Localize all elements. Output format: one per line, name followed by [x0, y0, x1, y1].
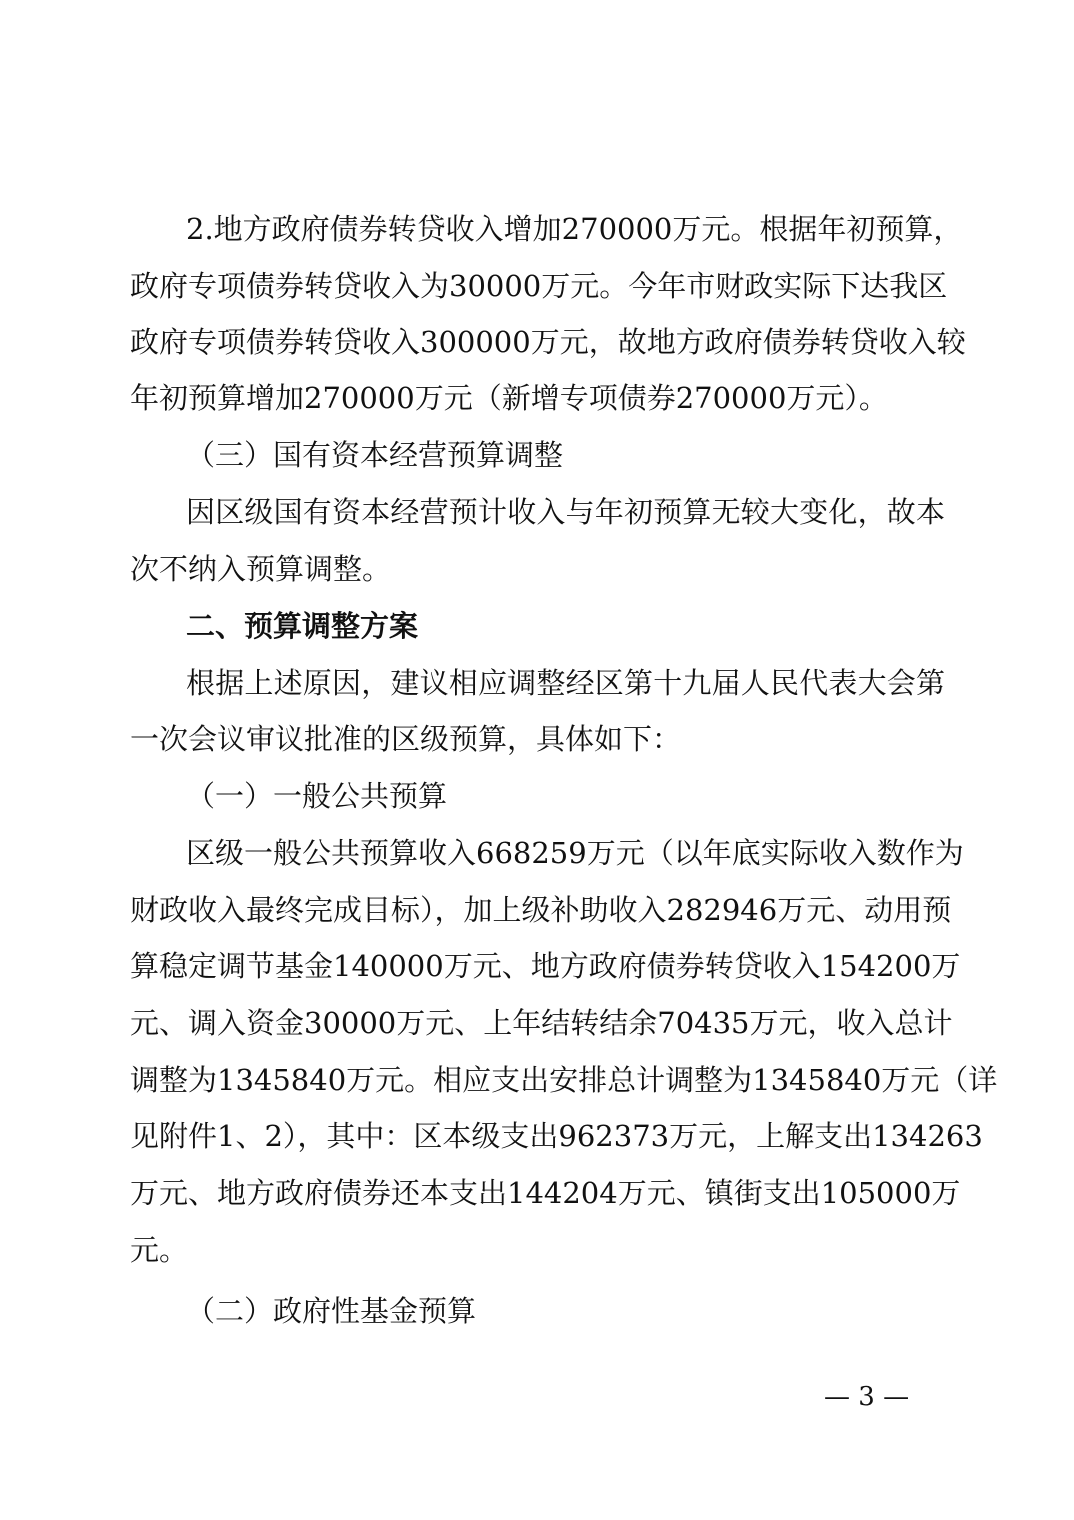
section-heading-budget-plan: 二、预算调整方案 [186, 609, 419, 643]
paragraph-line-5: 因区级国有资本经营预计收入与年初预算无较大变化，故本 [186, 495, 945, 529]
paragraph-line-6: 次不纳入预算调整。 [130, 552, 392, 586]
paragraph-line-14: 见附件1、2），其中：区本级支出962373万元，上解支出134263 [130, 1119, 983, 1153]
paragraph-line-1: 2.地方政府债券转贷收入增加270000万元。根据年初预算， [186, 212, 963, 246]
paragraph-line-12: 元、调入资金30000万元、上年结转结余70435万元，收入总计 [130, 1006, 953, 1040]
paragraph-line-10: 财政收入最终完成目标），加上级补助收入282946万元、动用预 [130, 893, 952, 927]
page-number: — 3 — [824, 1382, 910, 1412]
section-heading-general-public-budget: （一）一般公共预算 [186, 779, 448, 813]
paragraph-line-8: 一次会议审议批准的区级预算，具体如下： [130, 722, 682, 756]
paragraph-line-3: 政府专项债券转贷收入300000万元，故地方政府债券转贷收入较 [130, 325, 966, 359]
paragraph-line-13: 调整为1345840万元。相应支出安排总计调整为1345840万元（详 [130, 1063, 998, 1097]
paragraph-line-2: 政府专项债券转贷收入为30000万元。今年市财政实际下达我区 [130, 269, 948, 303]
paragraph-line-16: 元。 [130, 1233, 189, 1267]
paragraph-line-11: 算稳定调节基金140000万元、地方政府债券转贷收入154200万 [130, 949, 961, 983]
paragraph-line-7: 根据上述原因，建议相应调整经区第十九届人民代表大会第 [186, 666, 945, 700]
paragraph-line-9: 区级一般公共预算收入668259万元（以年底实际收入数作为 [186, 836, 964, 870]
paragraph-line-4: 年初预算增加270000万元（新增专项债券270000万元）。 [130, 381, 888, 415]
paragraph-line-15: 万元、地方政府债券还本支出144204万元、镇街支出105000万 [130, 1176, 961, 1210]
section-heading-government-fund-budget: （二）政府性基金预算 [186, 1294, 477, 1328]
section-heading-state-capital: （三）国有资本经营预算调整 [186, 438, 564, 472]
